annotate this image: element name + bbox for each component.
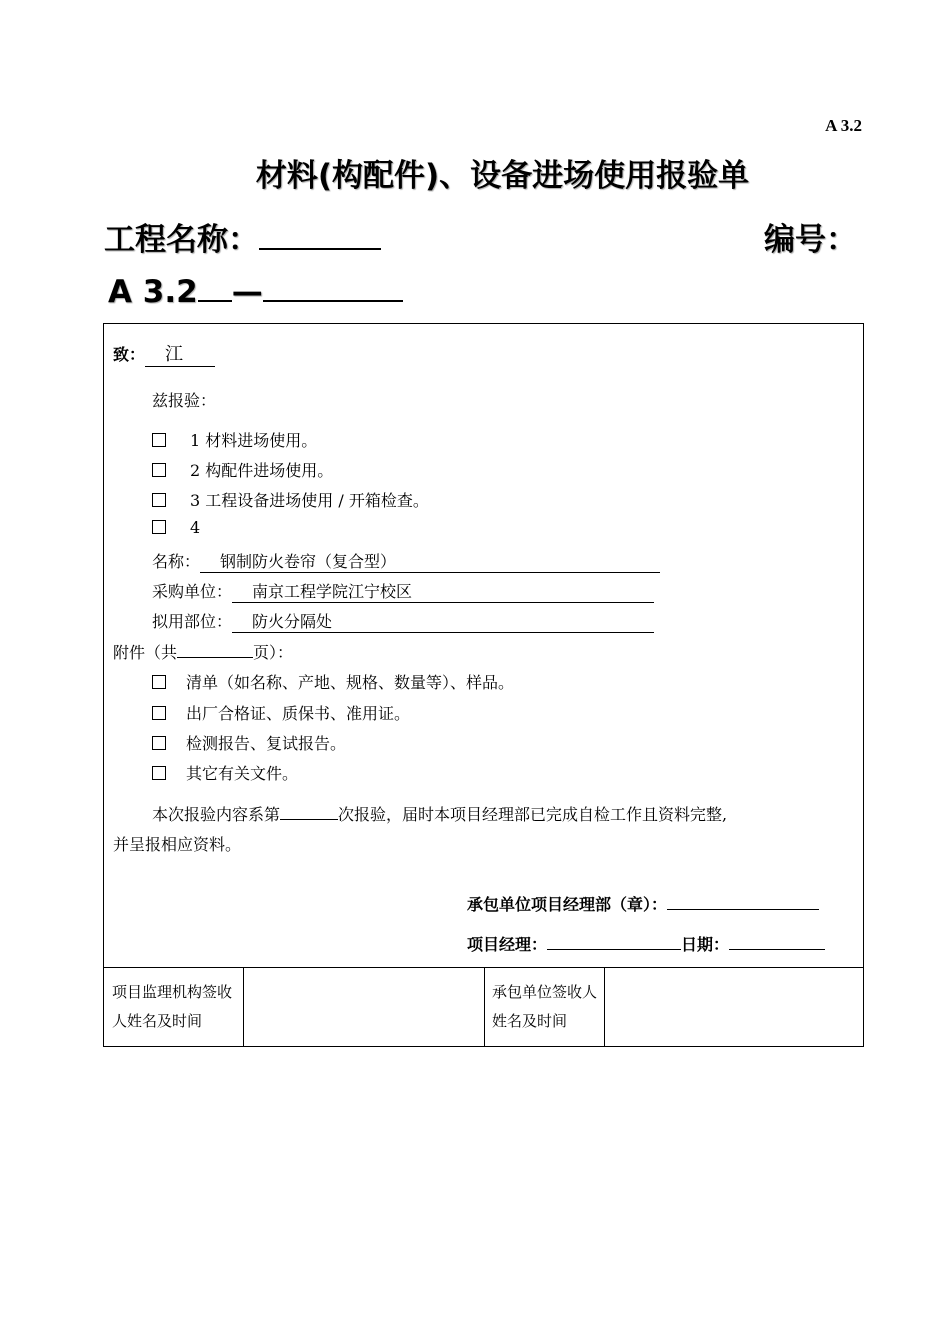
option-row	[152, 518, 205, 537]
attachments-label-suffix: 页）：	[253, 643, 294, 662]
code-field-2[interactable]	[263, 276, 403, 302]
name-label: 名称：	[152, 552, 201, 571]
option-num: 4	[190, 518, 201, 537]
date-label: 日期：	[681, 935, 730, 954]
manager-row	[467, 932, 825, 955]
project-name-row	[104, 214, 381, 259]
manager-field[interactable]	[547, 933, 681, 950]
to-value[interactable]: 江	[145, 340, 215, 367]
attachment-text: 检测报告、复试报告。	[186, 734, 347, 753]
page-title: 材料(构配件)、设备进场使用报验单	[255, 158, 750, 194]
code-row	[108, 274, 403, 310]
checkbox[interactable]	[152, 463, 166, 477]
checkbox[interactable]	[152, 736, 166, 750]
form-code: A 3.2	[825, 116, 862, 135]
project-name-field[interactable]	[259, 224, 381, 250]
attachments-row	[113, 640, 293, 663]
statement-line-2: 并呈报相应资料。	[113, 835, 242, 854]
dept-seal-field[interactable]	[667, 893, 819, 910]
location-label: 拟用部位：	[152, 612, 233, 631]
project-name-label: 工程名称：	[104, 222, 259, 258]
attachment-item	[152, 731, 346, 754]
attachment-text: 其它有关文件。	[186, 764, 299, 783]
attachment-item	[152, 761, 298, 784]
name-row	[152, 549, 660, 573]
checkbox[interactable]	[152, 766, 166, 780]
option-num: 2	[190, 461, 201, 480]
attachments-label-prefix: 附件（共	[113, 643, 178, 662]
dept-seal-row	[467, 892, 819, 915]
code-prefix: A 3.2	[108, 274, 198, 310]
manager-label: 项目经理：	[467, 935, 548, 954]
supervisor-receipt-field[interactable]	[245, 968, 483, 1046]
option-row	[152, 458, 333, 481]
location-value[interactable]: 防火分隔处	[232, 609, 654, 633]
code-field-1[interactable]	[198, 276, 232, 302]
option-num: 1	[190, 431, 201, 450]
contractor-receipt-field[interactable]	[606, 968, 862, 1046]
statement-count-field[interactable]	[280, 803, 338, 820]
option-text: 工程设备进场使用 / 开箱检查。	[205, 491, 429, 510]
footer-col-line	[604, 967, 605, 1047]
footer-col-line	[484, 967, 485, 1047]
date-field[interactable]	[729, 933, 825, 950]
number-label: 编号：	[764, 222, 857, 258]
option-text: 材料进场使用。	[205, 431, 318, 450]
checkbox[interactable]	[152, 706, 166, 720]
name-value[interactable]: 钢制防火卷帘（复合型）	[200, 549, 660, 573]
to-label: 致：	[113, 345, 146, 364]
option-row	[152, 428, 317, 451]
statement-part2: 次报验，届时本项目经理部已完成自检工作且资料完整,	[338, 805, 728, 824]
buyer-label: 采购单位：	[152, 582, 233, 601]
checkbox[interactable]	[152, 433, 166, 447]
code-dash: —	[231, 274, 263, 310]
buyer-row	[152, 579, 654, 603]
checkbox[interactable]	[152, 493, 166, 507]
attachments-pages-field[interactable]	[177, 641, 253, 658]
attachment-text: 清单（如名称、产地、规格、数量等）、样品。	[186, 673, 515, 692]
dept-seal-label: 承包单位项目经理部（章）：	[467, 895, 668, 914]
attachment-item	[152, 670, 514, 693]
checkbox[interactable]	[152, 520, 166, 534]
supervisor-receipt-label: 项目监理机构签收人姓名及时间	[112, 983, 233, 1030]
option-row	[152, 488, 429, 511]
attachment-item	[152, 701, 410, 724]
option-num: 3	[190, 491, 201, 510]
statement-part1: 本次报验内容系第	[152, 805, 281, 824]
option-text: 构配件进场使用。	[205, 461, 334, 480]
location-row	[152, 609, 654, 633]
checkbox[interactable]	[152, 675, 166, 689]
contractor-receipt-label: 承包单位签收人姓名及时间	[492, 983, 598, 1030]
buyer-value[interactable]: 南京工程学院江宁校区	[232, 579, 654, 603]
to-row	[113, 340, 215, 367]
statement-line-1	[152, 802, 727, 825]
intro-text: 兹报验：	[152, 391, 217, 410]
footer-col-line	[243, 967, 244, 1047]
attachment-text: 出厂合格证、质保书、准用证。	[186, 704, 411, 723]
